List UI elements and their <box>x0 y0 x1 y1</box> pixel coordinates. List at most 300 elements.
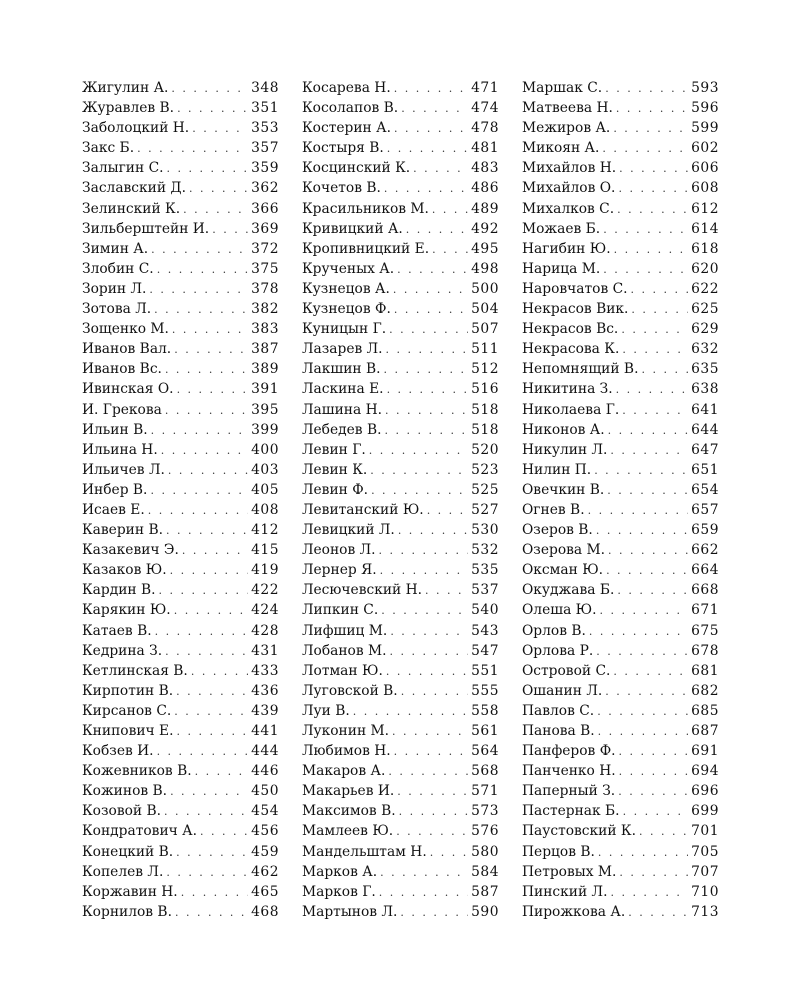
dot-leader <box>399 802 469 822</box>
index-columns <box>82 78 718 922</box>
index-entry <box>302 239 499 259</box>
author-name: Кузнецов Ф. <box>302 301 391 318</box>
page-number: 456 <box>251 823 279 840</box>
author-name: Можаев Б. <box>522 220 601 237</box>
index-entry <box>82 279 279 299</box>
dot-leader <box>176 682 248 702</box>
index-entry <box>82 560 279 580</box>
page-number: 590 <box>471 903 499 920</box>
author-name: Заславский Д. <box>82 180 187 197</box>
author-name: Ильин В. <box>82 421 148 438</box>
dot-leader <box>177 722 249 742</box>
index-entry <box>522 339 719 359</box>
index-entry <box>522 821 719 841</box>
dot-leader <box>386 662 468 682</box>
dot-leader <box>385 401 468 421</box>
page-number: 641 <box>691 401 719 418</box>
author-name: Зощенко М. <box>82 321 169 338</box>
dot-leader <box>165 360 248 380</box>
index-entry <box>522 902 719 922</box>
index-entry <box>302 641 499 661</box>
index-entry <box>522 199 719 219</box>
dot-leader <box>390 642 469 662</box>
page-number: 389 <box>251 361 279 378</box>
index-entry <box>522 158 719 178</box>
page-number: 399 <box>251 421 279 438</box>
index-entry <box>82 641 279 661</box>
page-number: 492 <box>471 220 499 237</box>
index-entry <box>82 821 279 841</box>
index-entry <box>82 158 279 178</box>
author-name: Павлов С. <box>522 702 595 719</box>
index-entry <box>522 721 719 741</box>
index-entry <box>82 219 279 239</box>
page-number: 713 <box>691 903 719 920</box>
author-name: Заболоцкий Н. <box>82 120 190 137</box>
page-number: 527 <box>471 501 499 518</box>
page-number: 378 <box>251 280 279 297</box>
index-entry <box>522 138 719 158</box>
index-entry <box>302 138 499 158</box>
author-name: Мандельштам Н. <box>302 843 427 860</box>
dot-leader <box>430 843 468 863</box>
page-number: 668 <box>691 582 719 599</box>
dot-leader <box>386 340 469 360</box>
dot-leader <box>396 822 468 842</box>
index-entry <box>302 259 499 279</box>
index-entry <box>82 520 279 540</box>
index-column-3 <box>522 78 719 922</box>
index-entry <box>82 681 279 701</box>
author-name: Паустовский К. <box>522 823 636 840</box>
author-name: Катаев В. <box>82 622 152 639</box>
index-entry <box>522 681 719 701</box>
index-entry <box>522 701 719 721</box>
page-number: 558 <box>471 702 499 719</box>
dot-leader <box>165 401 248 421</box>
page-number: 710 <box>691 883 719 900</box>
index-entry <box>302 279 499 299</box>
author-name: Ивинская О. <box>82 381 174 398</box>
index-entry <box>302 379 499 399</box>
author-name: Кетлинская В. <box>82 662 188 679</box>
author-name: Пинский Л. <box>522 883 608 900</box>
author-name: Конецкий В. <box>82 843 174 860</box>
dot-leader <box>388 762 468 782</box>
index-entry <box>302 560 499 580</box>
author-name: Оксман Ю. <box>522 562 604 579</box>
page-number: 587 <box>471 883 499 900</box>
page-number: 532 <box>471 542 499 559</box>
dot-leader <box>137 139 248 159</box>
author-name: Кондратович А. <box>82 823 197 840</box>
author-name: Окуджава Б. <box>522 582 615 599</box>
dot-leader <box>616 99 688 119</box>
index-entry <box>82 661 279 681</box>
page-number: 573 <box>471 803 499 820</box>
dot-leader <box>602 139 688 159</box>
index-entry <box>302 741 499 761</box>
dot-leader <box>182 541 248 561</box>
index-entry <box>302 118 499 138</box>
page-number: 612 <box>691 200 719 217</box>
page-number: 387 <box>251 341 279 358</box>
dot-leader <box>621 320 688 340</box>
page-number: 375 <box>251 260 279 277</box>
index-entry <box>522 661 719 681</box>
author-name: Петровых М. <box>522 863 617 880</box>
page-number: 348 <box>251 80 279 96</box>
dot-leader <box>397 260 468 280</box>
author-name: Костерин А. <box>302 120 391 137</box>
page-number: 412 <box>251 522 279 539</box>
page-number: 382 <box>251 301 279 318</box>
index-entry <box>302 158 499 178</box>
page-number: 405 <box>251 481 279 498</box>
dot-leader <box>151 240 248 260</box>
page-number: 675 <box>691 622 719 639</box>
dot-leader <box>385 421 469 441</box>
index-entry <box>82 600 279 620</box>
author-name: Кривицкий А. <box>302 220 403 237</box>
index-entry <box>522 420 719 440</box>
index-entry <box>82 862 279 882</box>
dot-leader <box>387 139 468 159</box>
author-name: Косцинский К. <box>302 160 411 177</box>
dot-leader <box>605 79 688 99</box>
index-entry <box>522 741 719 761</box>
dot-leader <box>379 883 468 903</box>
dot-leader <box>170 782 248 802</box>
author-name: И. Грекова <box>82 401 162 418</box>
index-entry <box>302 520 499 540</box>
author-name: Казакевич Э. <box>82 542 179 559</box>
dot-leader <box>610 441 688 461</box>
author-name: Зимин А. <box>82 240 149 257</box>
index-entry <box>522 239 719 259</box>
index-entry <box>302 600 499 620</box>
page-number: 618 <box>691 240 719 257</box>
index-entry <box>522 801 719 821</box>
dot-leader <box>622 340 688 360</box>
index-entry <box>302 701 499 721</box>
page-number: 424 <box>251 602 279 619</box>
author-name: Островой С. <box>522 662 611 679</box>
dot-leader <box>613 119 688 139</box>
page-number: 353 <box>251 120 279 137</box>
dot-leader <box>165 642 248 662</box>
page-number: 629 <box>691 321 719 338</box>
dot-leader <box>192 119 248 139</box>
index-entry <box>522 781 719 801</box>
page-number: 351 <box>251 100 279 117</box>
page-number: 444 <box>251 743 279 760</box>
dot-leader <box>166 863 248 883</box>
author-name: Кочетов В. <box>302 180 381 197</box>
page-number: 459 <box>251 843 279 860</box>
index-entry <box>522 480 719 500</box>
author-name: Орлова Р. <box>522 642 594 659</box>
page-number: 647 <box>691 441 719 458</box>
index-entry <box>82 721 279 741</box>
author-name: Пирожкова А. <box>522 903 626 920</box>
index-entry <box>302 621 499 641</box>
page-number: 383 <box>251 321 279 338</box>
author-name: Некрасова К. <box>522 341 620 358</box>
page-number: 685 <box>691 702 719 719</box>
dot-leader <box>370 461 468 481</box>
author-name: Кобзев И. <box>82 743 154 760</box>
author-name: Пастернак Б. <box>522 803 620 820</box>
author-name: Кузнецов А. <box>302 280 390 297</box>
dot-leader <box>605 682 688 702</box>
dot-leader <box>398 521 468 541</box>
author-name: Ласкина Е. <box>302 381 384 398</box>
index-entry <box>302 400 499 420</box>
page-number: 547 <box>471 642 499 659</box>
page-number: 369 <box>251 220 279 237</box>
dot-leader <box>425 581 468 601</box>
page-number: 622 <box>691 280 719 297</box>
page-number: 454 <box>251 803 279 820</box>
page-number: 671 <box>691 602 719 619</box>
page-number: 498 <box>471 260 499 277</box>
dot-leader <box>606 561 688 581</box>
index-entry <box>522 178 719 198</box>
dot-leader <box>623 802 689 822</box>
author-name: Жигулин А. <box>82 80 169 96</box>
page-number: 428 <box>251 622 279 639</box>
index-entry <box>522 500 719 520</box>
page-number: 701 <box>691 823 719 840</box>
dot-leader <box>628 903 688 923</box>
page-number: 699 <box>691 803 719 820</box>
author-name: Лашина Н. <box>302 401 382 418</box>
index-entry <box>522 460 719 480</box>
page-number: 551 <box>471 662 499 679</box>
author-name: Левин К. <box>302 461 368 478</box>
author-name: Куницын Г. <box>302 321 387 338</box>
author-name: Никулин Л. <box>522 441 608 458</box>
index-entry <box>302 480 499 500</box>
index-column-1 <box>82 78 279 922</box>
index-entry <box>82 259 279 279</box>
dot-leader <box>369 441 468 461</box>
dot-leader <box>168 461 248 481</box>
dot-leader <box>394 119 468 139</box>
index-entry <box>522 400 719 420</box>
index-entry <box>82 902 279 922</box>
author-name: Марков А. <box>302 863 378 880</box>
page-number: 481 <box>471 140 499 157</box>
dot-leader <box>379 541 469 561</box>
index-entry <box>522 98 719 118</box>
author-name: Мамлеев Ю. <box>302 823 394 840</box>
dot-leader <box>149 280 248 300</box>
index-entry <box>302 842 499 862</box>
dot-leader <box>171 79 248 99</box>
author-name: Козовой В. <box>82 803 161 820</box>
author-name: Перцов В. <box>522 843 595 860</box>
dot-leader <box>596 521 688 541</box>
page-number: 500 <box>471 280 499 297</box>
dot-leader <box>150 481 248 501</box>
page-number: 446 <box>251 763 279 780</box>
dot-leader <box>589 622 688 642</box>
page-number: 419 <box>251 562 279 579</box>
page-number: 625 <box>691 301 719 318</box>
author-name: Инбер В. <box>82 481 148 498</box>
index-entry <box>82 761 279 781</box>
author-name: Олеша Ю. <box>522 602 597 619</box>
index-entry <box>82 78 279 98</box>
index-entry <box>82 842 279 862</box>
author-name: Панова В. <box>522 723 595 739</box>
dot-leader <box>151 421 249 441</box>
index-entry <box>82 339 279 359</box>
index-entry <box>522 641 719 661</box>
author-name: Кожевников В. <box>82 763 192 780</box>
index-entry <box>302 781 499 801</box>
page-number: 681 <box>691 662 719 679</box>
author-name: Костыря В. <box>302 140 384 157</box>
page-number: 659 <box>691 522 719 539</box>
author-name: Межиров А. <box>522 120 611 137</box>
index-entry <box>82 420 279 440</box>
index-entry <box>82 781 279 801</box>
page-number: 431 <box>251 642 279 659</box>
page-number: 537 <box>471 582 499 599</box>
index-entry <box>302 178 499 198</box>
dot-leader <box>155 622 249 642</box>
page-number: 576 <box>471 823 499 840</box>
page-number: 664 <box>691 562 719 579</box>
author-name: Лазарев Л. <box>302 341 383 358</box>
author-name: Красильников М. <box>302 200 429 217</box>
index-entry <box>302 681 499 701</box>
index-entry <box>302 721 499 741</box>
page-number: 400 <box>251 441 279 458</box>
author-name: Зильберштейн И. <box>82 220 210 237</box>
index-entry <box>522 440 719 460</box>
dot-leader <box>427 501 468 521</box>
author-name: Корнилов В. <box>82 903 172 920</box>
dot-leader <box>167 159 249 179</box>
dot-leader <box>387 380 469 400</box>
author-name: Панферов Ф. <box>522 743 616 760</box>
index-entry <box>302 219 499 239</box>
author-name: Злобин С. <box>82 260 154 277</box>
dot-leader <box>392 722 468 742</box>
index-entry <box>82 239 279 259</box>
author-name: Иванов Вал. <box>82 341 172 358</box>
dot-leader <box>619 863 688 883</box>
author-name: Михалков С. <box>522 200 615 217</box>
index-entry <box>302 440 499 460</box>
index-entry <box>82 460 279 480</box>
author-name: Кожинов В. <box>82 783 168 800</box>
index-entry <box>302 299 499 319</box>
author-name: Журавлев В. <box>82 100 175 117</box>
page-number: 471 <box>471 80 499 96</box>
index-entry <box>302 78 499 98</box>
author-name: Иванов Вс. <box>82 361 162 378</box>
page-number: 584 <box>471 863 499 880</box>
author-name: Левин Г. <box>302 441 366 458</box>
dot-leader <box>164 802 248 822</box>
author-name: Кедрина З. <box>82 642 163 659</box>
dot-leader <box>614 240 689 260</box>
page-number: 468 <box>251 903 279 920</box>
page-number: 691 <box>691 743 719 760</box>
index-entry <box>82 801 279 821</box>
page-number: 535 <box>471 562 499 579</box>
author-name: Исаев Е. <box>82 501 145 518</box>
dot-leader <box>380 561 469 581</box>
author-name: Коржавин Н. <box>82 883 178 900</box>
dot-leader <box>617 200 688 220</box>
page-number: 436 <box>251 682 279 699</box>
index-entry <box>82 540 279 560</box>
dot-leader <box>596 642 688 662</box>
dot-leader <box>170 561 249 581</box>
index-entry <box>82 98 279 118</box>
index-entry <box>522 540 719 560</box>
page-number: 422 <box>251 582 279 599</box>
page-number: 504 <box>471 301 499 318</box>
dot-leader <box>212 220 248 240</box>
page-number: 462 <box>251 863 279 880</box>
dot-leader <box>413 159 468 179</box>
page-number: 599 <box>691 120 719 137</box>
author-name: Луконин М. <box>302 723 390 739</box>
dot-leader <box>157 742 249 762</box>
author-name: Копелев Л. <box>82 863 164 880</box>
author-name: Орлов В. <box>522 622 586 639</box>
index-entry <box>522 78 719 98</box>
author-name: Кропивницкий Е. <box>302 240 430 257</box>
author-name: Марков Г. <box>302 883 376 900</box>
author-name: Михайлов Н. <box>522 160 617 177</box>
author-name: Нилин П. <box>522 461 592 478</box>
author-name: Косарева Н. <box>302 80 391 96</box>
index-entry <box>302 319 499 339</box>
index-column-2 <box>302 78 499 922</box>
page-number: 593 <box>691 80 719 96</box>
author-name: Некрасов Вик. <box>522 301 629 318</box>
dot-leader <box>380 863 468 883</box>
dot-leader <box>613 662 688 682</box>
index-entry <box>522 842 719 862</box>
dot-leader <box>384 179 468 199</box>
page-number: 654 <box>691 481 719 498</box>
author-name: Максимов В. <box>302 803 396 820</box>
index-entry <box>522 600 719 620</box>
dot-leader <box>608 421 689 441</box>
dot-leader <box>401 99 468 119</box>
dot-leader <box>353 702 468 722</box>
page-number: 489 <box>471 200 499 217</box>
page-number: 580 <box>471 843 499 860</box>
page-number: 606 <box>691 160 719 177</box>
dot-leader <box>175 903 248 923</box>
author-name: Нагибин Ю. <box>522 240 611 257</box>
index-entry <box>302 460 499 480</box>
author-name: Озеров В. <box>522 522 593 539</box>
page-number: 395 <box>251 401 279 418</box>
dot-leader <box>394 79 468 99</box>
page-number: 696 <box>691 783 719 800</box>
